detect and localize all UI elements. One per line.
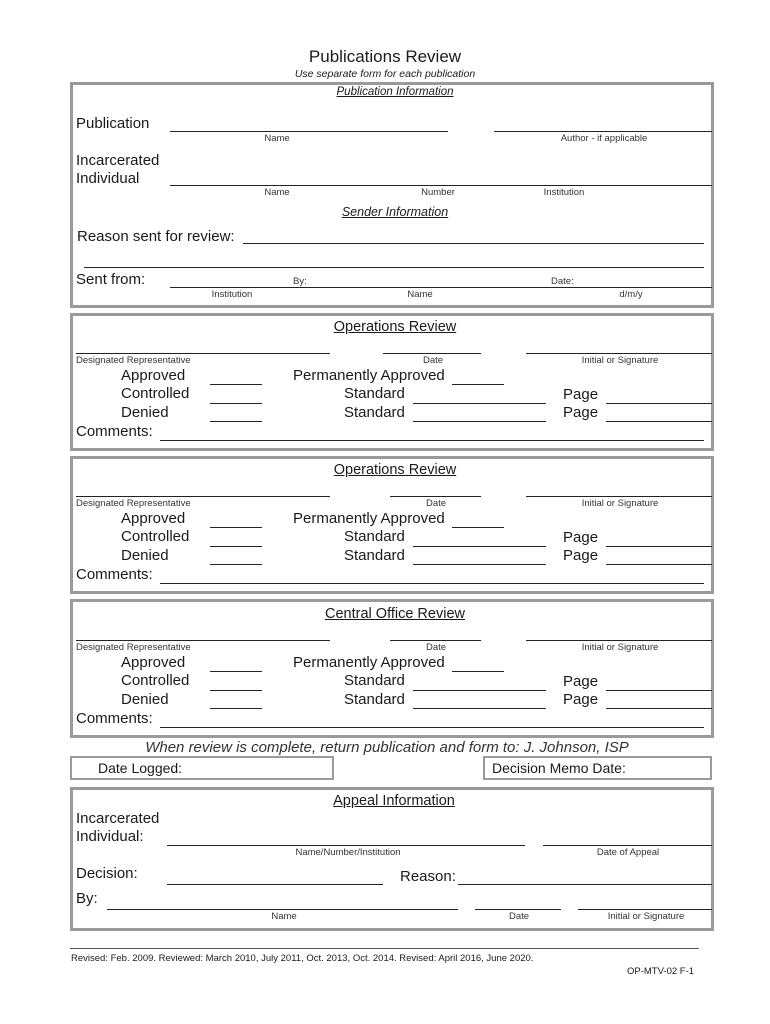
publication-label: Publication — [76, 115, 150, 132]
appeal-header: Appeal Information — [333, 793, 455, 809]
name-number-institution-caption: Name/Number/Institution — [295, 847, 401, 858]
review-date-field[interactable] — [383, 353, 481, 354]
designated-rep-caption: Designated Representative — [76, 355, 191, 366]
denied-label: Denied — [121, 691, 169, 708]
reason-field-line2[interactable] — [84, 267, 704, 268]
sent-from-label: Sent from: — [76, 271, 146, 288]
comments-field[interactable] — [160, 440, 704, 441]
revision-history: Revised: Feb. 2009. Reviewed: March 2010, July 2011, Oct. 2013, Oct. 2014. Revised: April 2016, June 2020. — [71, 953, 534, 964]
comments-label: Comments: — [76, 710, 153, 727]
page-label-1: Page — [563, 529, 599, 546]
controlled-label: Controlled — [121, 528, 190, 545]
page-field-2[interactable] — [606, 421, 712, 422]
standard-label-2: Standard — [344, 691, 405, 708]
approved-label: Approved — [121, 654, 186, 671]
denied-field[interactable] — [210, 708, 262, 709]
appeal-signature-caption: Initial or Signature — [607, 911, 685, 922]
page-label-2: Page — [563, 691, 599, 708]
designated-rep-caption: Designated Representative — [76, 498, 191, 509]
sent-by-label: By: — [293, 276, 307, 287]
comments-field[interactable] — [160, 727, 704, 728]
publication-author-field[interactable] — [494, 131, 712, 132]
approved-label: Approved — [121, 367, 186, 384]
permanently-approved-field[interactable] — [452, 384, 504, 385]
appeal-incarcerated-label-1: Incarcerated — [76, 810, 160, 827]
review-signature-field[interactable] — [526, 640, 712, 641]
return-instructions: When review is complete, return publication and form to: J. Johnson, ISP — [145, 739, 629, 756]
designated-rep-field[interactable] — [76, 496, 330, 497]
review-signature-caption: Initial or Signature — [581, 498, 659, 509]
page-label-1: Page — [563, 673, 599, 690]
review-date-field[interactable] — [390, 640, 481, 641]
page-label-2: Page — [563, 547, 599, 564]
incarcerated-label-2: Individual — [76, 170, 140, 187]
individual-institution-caption: Institution — [543, 187, 585, 198]
comments-field[interactable] — [160, 583, 704, 584]
appeal-date-caption: Date — [508, 911, 530, 922]
permanently-approved-label: Permanently Approved — [293, 510, 445, 527]
reason-field[interactable] — [243, 243, 704, 244]
page-field-2[interactable] — [606, 564, 712, 565]
footer-divider — [70, 948, 699, 949]
review-signature-caption: Initial or Signature — [581, 355, 659, 366]
review-signature-field[interactable] — [526, 353, 712, 354]
individual-number-caption: Number — [421, 187, 455, 198]
review-signature-caption: Initial or Signature — [581, 642, 659, 653]
comments-label: Comments: — [76, 566, 153, 583]
appeal-reason-field[interactable] — [458, 884, 712, 885]
standard-label-2: Standard — [344, 404, 405, 421]
appeal-incarcerated-label-2: Individual: — [76, 828, 144, 845]
standard-field-1[interactable] — [413, 403, 546, 404]
page-field-1[interactable] — [606, 690, 712, 691]
page-field-1[interactable] — [606, 546, 712, 547]
publication-info-section — [70, 82, 714, 308]
sent-institution-caption: Institution — [211, 289, 253, 300]
reason-label: Reason sent for review: — [77, 228, 235, 245]
designated-rep-field[interactable] — [76, 353, 330, 354]
page-title: Publications Review — [308, 47, 462, 66]
permanently-approved-field[interactable] — [452, 671, 504, 672]
controlled-label: Controlled — [121, 385, 190, 402]
standard-field-1[interactable] — [413, 546, 546, 547]
designated-rep-field[interactable] — [76, 640, 330, 641]
sent-date-label: Date: — [551, 276, 574, 287]
standard-field-2[interactable] — [413, 564, 546, 565]
individual-name-caption: Name — [264, 187, 290, 198]
standard-label-1: Standard — [344, 672, 405, 689]
approved-field[interactable] — [210, 527, 262, 528]
review-title: Central Office Review — [325, 606, 465, 622]
standard-label-2: Standard — [344, 547, 405, 564]
publication-info-header: Publication Information — [336, 86, 454, 98]
appeal-date-field[interactable] — [543, 845, 712, 846]
appeal-by-date-field[interactable] — [475, 909, 561, 910]
incarcerated-individual-field[interactable] — [170, 185, 712, 186]
standard-label-1: Standard — [344, 385, 405, 402]
decision-label: Decision: — [76, 865, 138, 882]
appeal-individual-field[interactable] — [167, 845, 525, 846]
standard-field-2[interactable] — [413, 708, 546, 709]
permanently-approved-label: Permanently Approved — [293, 654, 445, 671]
sent-dmy-caption: d/m/y — [619, 289, 643, 300]
publication-name-caption: Name — [264, 133, 290, 144]
form-code: OP-MTV-02 F-1 — [627, 966, 695, 977]
controlled-field[interactable] — [210, 690, 262, 691]
publication-author-caption: Author - if applicable — [560, 133, 648, 144]
review-date-field[interactable] — [390, 496, 481, 497]
page-label-2: Page — [563, 404, 599, 421]
review-date-caption: Date — [425, 642, 447, 653]
denied-label: Denied — [121, 404, 169, 421]
approved-field[interactable] — [210, 671, 262, 672]
controlled-field[interactable] — [210, 546, 262, 547]
publication-name-field[interactable] — [170, 131, 448, 132]
standard-field-1[interactable] — [413, 690, 546, 691]
page-field-1[interactable] — [606, 403, 712, 404]
page-subtitle: Use separate form for each publication — [294, 68, 476, 80]
appeal-by-name-field[interactable] — [107, 909, 458, 910]
page-field-2[interactable] — [606, 708, 712, 709]
standard-label-1: Standard — [344, 528, 405, 545]
controlled-label: Controlled — [121, 672, 190, 689]
review-date-caption: Date — [422, 355, 444, 366]
decision-memo-date-label: Decision Memo Date: — [492, 760, 626, 776]
permanently-approved-field[interactable] — [452, 527, 504, 528]
date-logged-label: Date Logged: — [98, 760, 183, 776]
review-signature-field[interactable] — [526, 496, 712, 497]
designated-rep-caption: Designated Representative — [76, 642, 191, 653]
appeal-by-label: By: — [76, 890, 98, 907]
comments-label: Comments: — [76, 423, 153, 440]
approved-label: Approved — [121, 510, 186, 527]
appeal-by-signature-field[interactable] — [578, 909, 712, 910]
approved-field[interactable] — [210, 384, 262, 385]
appeal-name-caption: Name — [271, 911, 297, 922]
review-title: Operations Review — [333, 462, 457, 478]
review-date-caption: Date — [425, 498, 447, 509]
page-label-1: Page — [563, 386, 599, 403]
sent-name-caption: Name — [407, 289, 433, 300]
sender-info-header: Sender Information — [341, 205, 449, 219]
appeal-reason-label: Reason: — [400, 868, 456, 885]
permanently-approved-label: Permanently Approved — [293, 367, 445, 384]
denied-label: Denied — [121, 547, 169, 564]
date-of-appeal-caption: Date of Appeal — [596, 847, 660, 858]
denied-field[interactable] — [210, 564, 262, 565]
controlled-field[interactable] — [210, 403, 262, 404]
sent-from-field[interactable] — [170, 287, 712, 288]
standard-field-2[interactable] — [413, 421, 546, 422]
decision-field[interactable] — [167, 884, 383, 885]
denied-field[interactable] — [210, 421, 262, 422]
review-title: Operations Review — [333, 319, 457, 335]
incarcerated-label-1: Incarcerated — [76, 152, 160, 169]
